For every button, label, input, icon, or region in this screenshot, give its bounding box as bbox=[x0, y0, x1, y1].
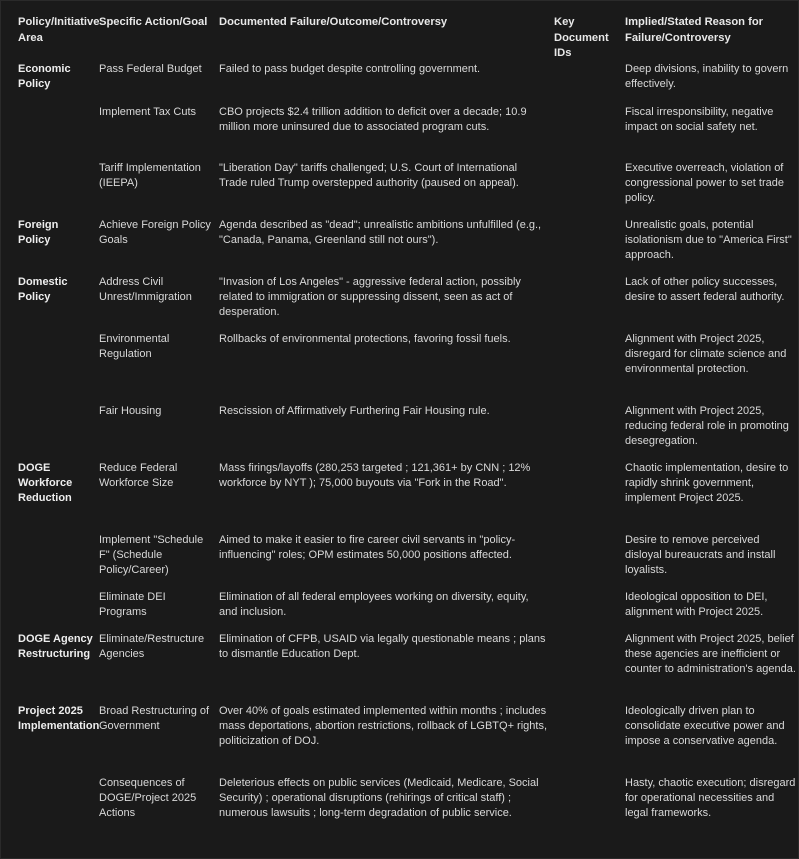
cell-outcome: Agenda described as "dead"; unrealistic ambitions unfulfilled (e.g., "Canada, Panama, Greenland still not ours"). bbox=[219, 218, 542, 246]
cell-outcome: "Liberation Day" tariffs challenged; U.S. Court of International Trade ruled Trump overstepped authority (paused on appeal). bbox=[219, 161, 519, 189]
cell-reason: Fiscal irresponsibility, negative impact on social safety net. bbox=[625, 105, 774, 133]
cell-action: Reduce Federal Workforce Size bbox=[99, 461, 178, 489]
cell-action: Consequences of DOGE/Project 2025 Actions bbox=[99, 776, 197, 820]
table-row bbox=[1, 332, 799, 404]
cell-reason: Executive overreach, violation of congressional power to set trade policy. bbox=[625, 161, 784, 205]
table-row bbox=[1, 404, 799, 461]
cell-action: Eliminate/Restructure Agencies bbox=[99, 632, 205, 660]
cell-reason: Hasty, chaotic execution; disregard for operational necessities and legal frameworks. bbox=[625, 776, 796, 820]
cell-document-ids bbox=[554, 704, 625, 776]
cell-outcome: Rollbacks of environmental protections, favoring fossil fuels. bbox=[219, 332, 511, 345]
cell-document-ids bbox=[554, 218, 625, 275]
cell-action: Implement "Schedule F" (Schedule Policy/Career) bbox=[99, 533, 204, 577]
cell-area bbox=[1, 590, 99, 632]
cell-action: Implement Tax Cuts bbox=[99, 105, 197, 118]
header-outcome: Documented Failure/Outcome/Controversy bbox=[219, 16, 448, 28]
table-row bbox=[1, 533, 799, 590]
cell-reason: Ideological opposition to DEI, alignment with Project 2025. bbox=[625, 590, 768, 618]
cell-document-ids bbox=[554, 461, 625, 533]
cell-document-ids bbox=[554, 776, 625, 848]
cell-document-ids bbox=[554, 105, 625, 161]
table-row bbox=[1, 62, 799, 105]
table-body bbox=[1, 62, 799, 848]
cell-outcome: Failed to pass budget despite controlling government. bbox=[219, 62, 481, 75]
cell-outcome: Elimination of CFPB, USAID via legally questionable means ; plans to dismantle Education Dept. bbox=[219, 632, 546, 660]
cell-area: Economic Policy bbox=[18, 62, 71, 90]
table-row bbox=[1, 704, 799, 776]
cell-area bbox=[1, 776, 99, 848]
cell-document-ids bbox=[554, 62, 625, 105]
cell-reason: Alignment with Project 2025, belief these agencies are inefficient or counter to administration's agenda. bbox=[625, 632, 796, 676]
cell-area: Foreign Policy bbox=[18, 218, 59, 246]
cell-outcome: Rescission of Affirmatively Furthering Fair Housing rule. bbox=[219, 404, 490, 417]
header-area: Policy/Initiative Area bbox=[18, 16, 100, 44]
table-row bbox=[1, 632, 799, 704]
cell-document-ids bbox=[554, 590, 625, 632]
table-row bbox=[1, 590, 799, 632]
cell-outcome: Elimination of all federal employees working on diversity, equity, and inclusion. bbox=[219, 590, 529, 618]
cell-reason: Chaotic implementation, desire to rapidly shrink government, implement Project 2025. bbox=[625, 461, 789, 505]
cell-area bbox=[1, 105, 99, 161]
table-row bbox=[1, 105, 799, 161]
cell-reason: Desire to remove perceived disloyal bureaucrats and install loyalists. bbox=[625, 533, 776, 577]
cell-outcome: CBO projects $2.4 trillion addition to deficit over a decade; 10.9 million more uninsured due to associated program cuts. bbox=[219, 105, 527, 133]
cell-outcome: "Invasion of Los Angeles" - aggressive federal action, possibly related to immigration or suppressing dissent, seen as act of desperation. bbox=[219, 275, 521, 319]
table-row bbox=[1, 161, 799, 218]
cell-action: Broad Restructuring of Government bbox=[99, 704, 210, 732]
cell-document-ids bbox=[554, 332, 625, 404]
cell-area bbox=[1, 404, 99, 461]
cell-reason: Ideologically driven plan to consolidate executive power and impose a conservative agenda. bbox=[625, 704, 785, 748]
cell-reason: Alignment with Project 2025, reducing federal role in promoting desegregation. bbox=[625, 404, 789, 448]
table-row bbox=[1, 218, 799, 275]
table-row bbox=[1, 461, 799, 533]
cell-reason: Alignment with Project 2025, disregard for climate science and environmental protection. bbox=[625, 332, 787, 376]
cell-reason: Unrealistic goals, potential isolationism due to "America First" approach. bbox=[625, 218, 792, 262]
header-action: Specific Action/Goal bbox=[99, 16, 208, 28]
table-row bbox=[1, 275, 799, 332]
cell-action: Address Civil Unrest/Immigration bbox=[99, 275, 192, 303]
table-header-row bbox=[1, 1, 799, 62]
cell-document-ids bbox=[554, 161, 625, 218]
policy-failures-table bbox=[1, 1, 799, 848]
cell-area bbox=[1, 332, 99, 404]
cell-area: Project 2025 Implementation bbox=[18, 704, 100, 732]
cell-area: DOGE Agency Restructuring bbox=[18, 632, 93, 660]
cell-document-ids bbox=[554, 275, 625, 332]
cell-document-ids bbox=[554, 404, 625, 461]
cell-action: Fair Housing bbox=[99, 404, 162, 417]
cell-action: Environmental Regulation bbox=[99, 332, 170, 360]
cell-action: Eliminate DEI Programs bbox=[99, 590, 166, 618]
cell-document-ids bbox=[554, 632, 625, 704]
header-ids: Key Document IDs bbox=[554, 16, 609, 59]
table-row bbox=[1, 776, 799, 848]
cell-area: Domestic Policy bbox=[18, 275, 68, 303]
header-reason: Implied/Stated Reason for Failure/Controversy bbox=[625, 16, 764, 44]
cell-outcome: Deleterious effects on public services (Medicaid, Medicare, Social Security) ; operational disruptions (rehirings of critical staff) ; numerous lawsuits ; long-term degradation of public service. bbox=[219, 776, 539, 820]
cell-action: Achieve Foreign Policy Goals bbox=[99, 218, 211, 246]
cell-reason: Lack of other policy successes, desire to assert federal authority. bbox=[625, 275, 785, 303]
cell-action: Pass Federal Budget bbox=[99, 62, 202, 75]
cell-outcome: Aimed to make it easier to fire career civil servants in "policy-influencing" roles; OPM estimates 50,000 positions affected. bbox=[219, 533, 516, 561]
cell-outcome: Over 40% of goals estimated implemented within months ; includes mass deportations, abortion restrictions, rollback of LGBTQ+ rights, politicization of DOJ. bbox=[219, 704, 548, 748]
cell-area: DOGE Workforce Reduction bbox=[18, 461, 73, 505]
cell-document-ids bbox=[554, 533, 625, 590]
cell-action: Tariff Implementation (IEEPA) bbox=[99, 161, 201, 189]
cell-reason: Deep divisions, inability to govern effectively. bbox=[625, 62, 789, 90]
cell-area bbox=[1, 533, 99, 590]
cell-area bbox=[1, 161, 99, 218]
cell-outcome: Mass firings/layoffs (280,253 targeted ; 121,361+ by CNN ; 12% workforce by NYT ); 75,000 buyouts via "Fork in the Road". bbox=[219, 461, 531, 489]
